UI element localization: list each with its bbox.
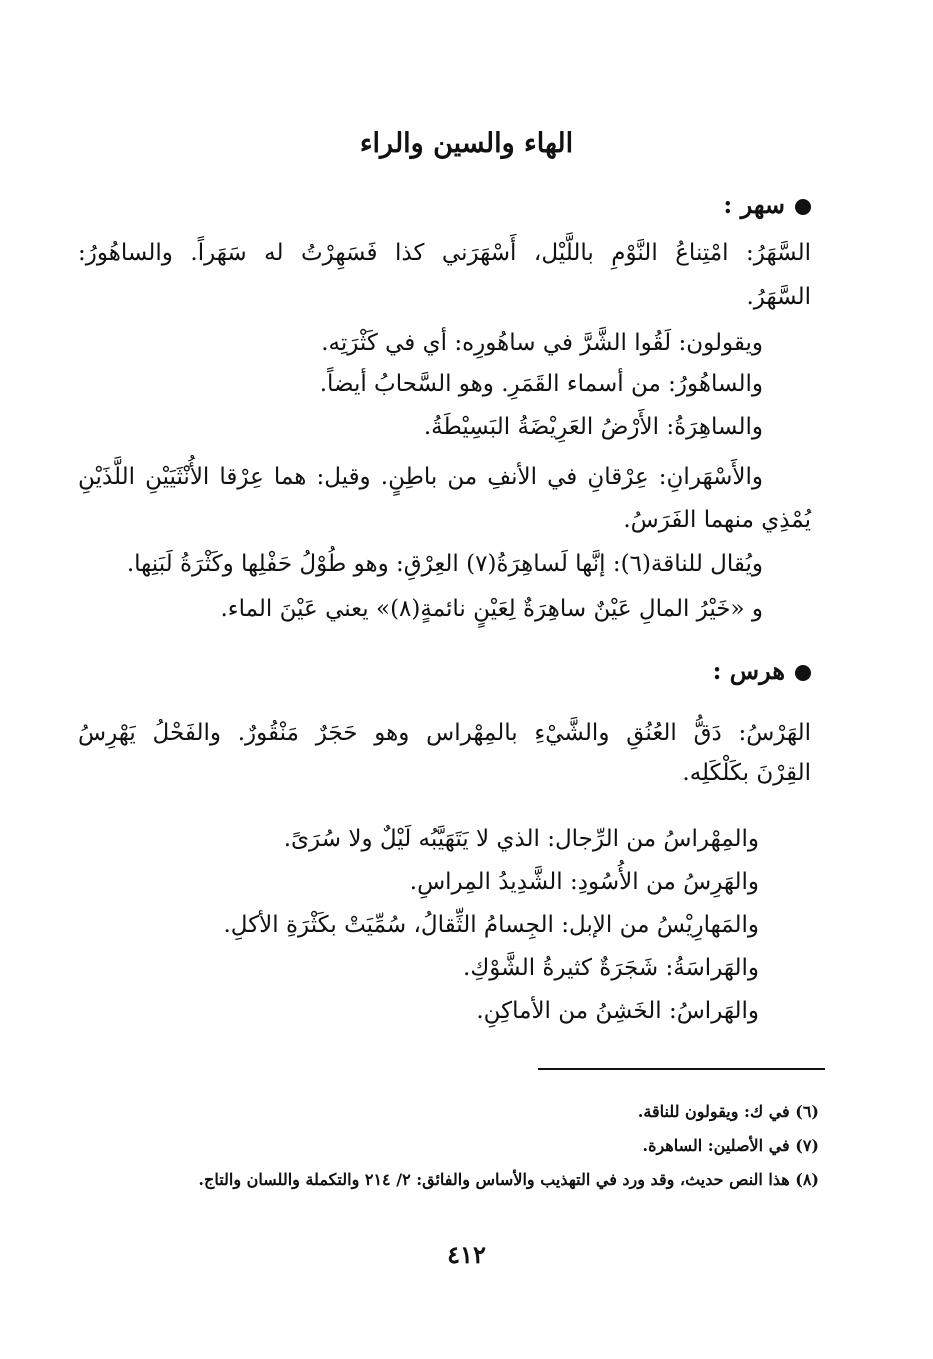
entry-heading-label: هرس :	[712, 656, 785, 685]
paragraph-line: ويُقال للناقة(٦): إنَّها لَساهِرَةُ(٧) العِرْقِ: وهو طُوْلُ حَفْلِها وكَثْرَةُ لَبَنِها.	[126, 551, 763, 577]
paragraph-line: والهَراسُ: الخَشِنُ من الأماكِنِ.	[476, 998, 759, 1024]
entry-heading-label: سهر :	[723, 190, 785, 219]
paragraph-line: والمَهارِيْسُ من الإبل: الجِسامُ الثِّقالُ، سُمِّيَتْ بكَثْرَةِ الأكلِ.	[223, 912, 759, 938]
paragraph-line: ويقولون: لَقُوا الشَّرَّ في ساهُورِه: أي في كَثْرَتِه.	[321, 330, 763, 356]
paragraph-line: الهَرْسُ: دَقُّ العُنُقِ والشَّيْءِ بالمِهْراس وهو حَجَرٌ مَنْقُورٌ. والفَحْلُ يَهْرِسُ	[78, 720, 811, 746]
footnote: (٧) في الأصلين: الساهرة.	[642, 1136, 819, 1155]
footnote-divider	[538, 1068, 825, 1070]
paragraph-line: والمِهْراسُ من الرِّجال: الذي لا يَتَهَيَّبُه لَيْلٌ ولا سُرَىً.	[283, 826, 759, 852]
paragraph-line: السَّهَرُ.	[746, 284, 811, 310]
entry-heading-sahar	[723, 190, 811, 219]
paragraph-line: والهَرِسُ من الأُسُودِ: الشَّدِيدُ المِراسِ.	[409, 869, 759, 895]
page-number: ٤١٢	[447, 1240, 486, 1269]
page-title: الهاء والسين والراء	[359, 128, 574, 159]
entry-heading-haras	[713, 656, 811, 685]
bullet-icon	[795, 199, 811, 215]
paragraph-line: السَّهَرُ: امْتِناعُ النَّوْمِ باللَّيْل، أَسْهَرَني كذا فَسَهِرْتُ له سَهَراً. والساهُورُ:	[78, 240, 811, 266]
footnote: (٦) في ك: ويقولون للناقة.	[637, 1102, 819, 1121]
paragraph-line: والساهِرَةُ: الأَرْضُ العَرِيْضَةُ البَسِيْطَةُ.	[423, 414, 763, 440]
footnote: (٨) هذا النص حديث، وقد ورد في التهذيب والأساس والفائق: ٢/ ٢١٤ والتكملة واللسان والتاج.	[198, 1170, 819, 1189]
paragraph-line: والساهُورُ: من أسماء القَمَرِ. وهو السَّحابُ أيضاً.	[319, 371, 763, 397]
paragraph-line: والأَسْهَرانِ: عِرْقانِ في الأنفِ من باطِنٍ. وقيل: هما عِرْقا الأُنْثَيَيْنِ اللَّذَيْنِ	[78, 464, 763, 490]
paragraph-line: و «خَيْرُ المالِ عَيْنٌ ساهِرَةٌ لِعَيْنٍ نائمةٍ(٨)» يعني عَيْنَ الماء.	[220, 596, 763, 622]
paragraph-line: يُمْذِي منهما الفَرَسُ.	[623, 507, 811, 533]
paragraph-line: القِرْنَ بكَلْكَلِه.	[682, 760, 811, 786]
bullet-icon	[795, 665, 811, 681]
paragraph-line: والهَراسَةُ: شَجَرَةٌ كثيرةُ الشَّوْكِ.	[463, 955, 759, 981]
